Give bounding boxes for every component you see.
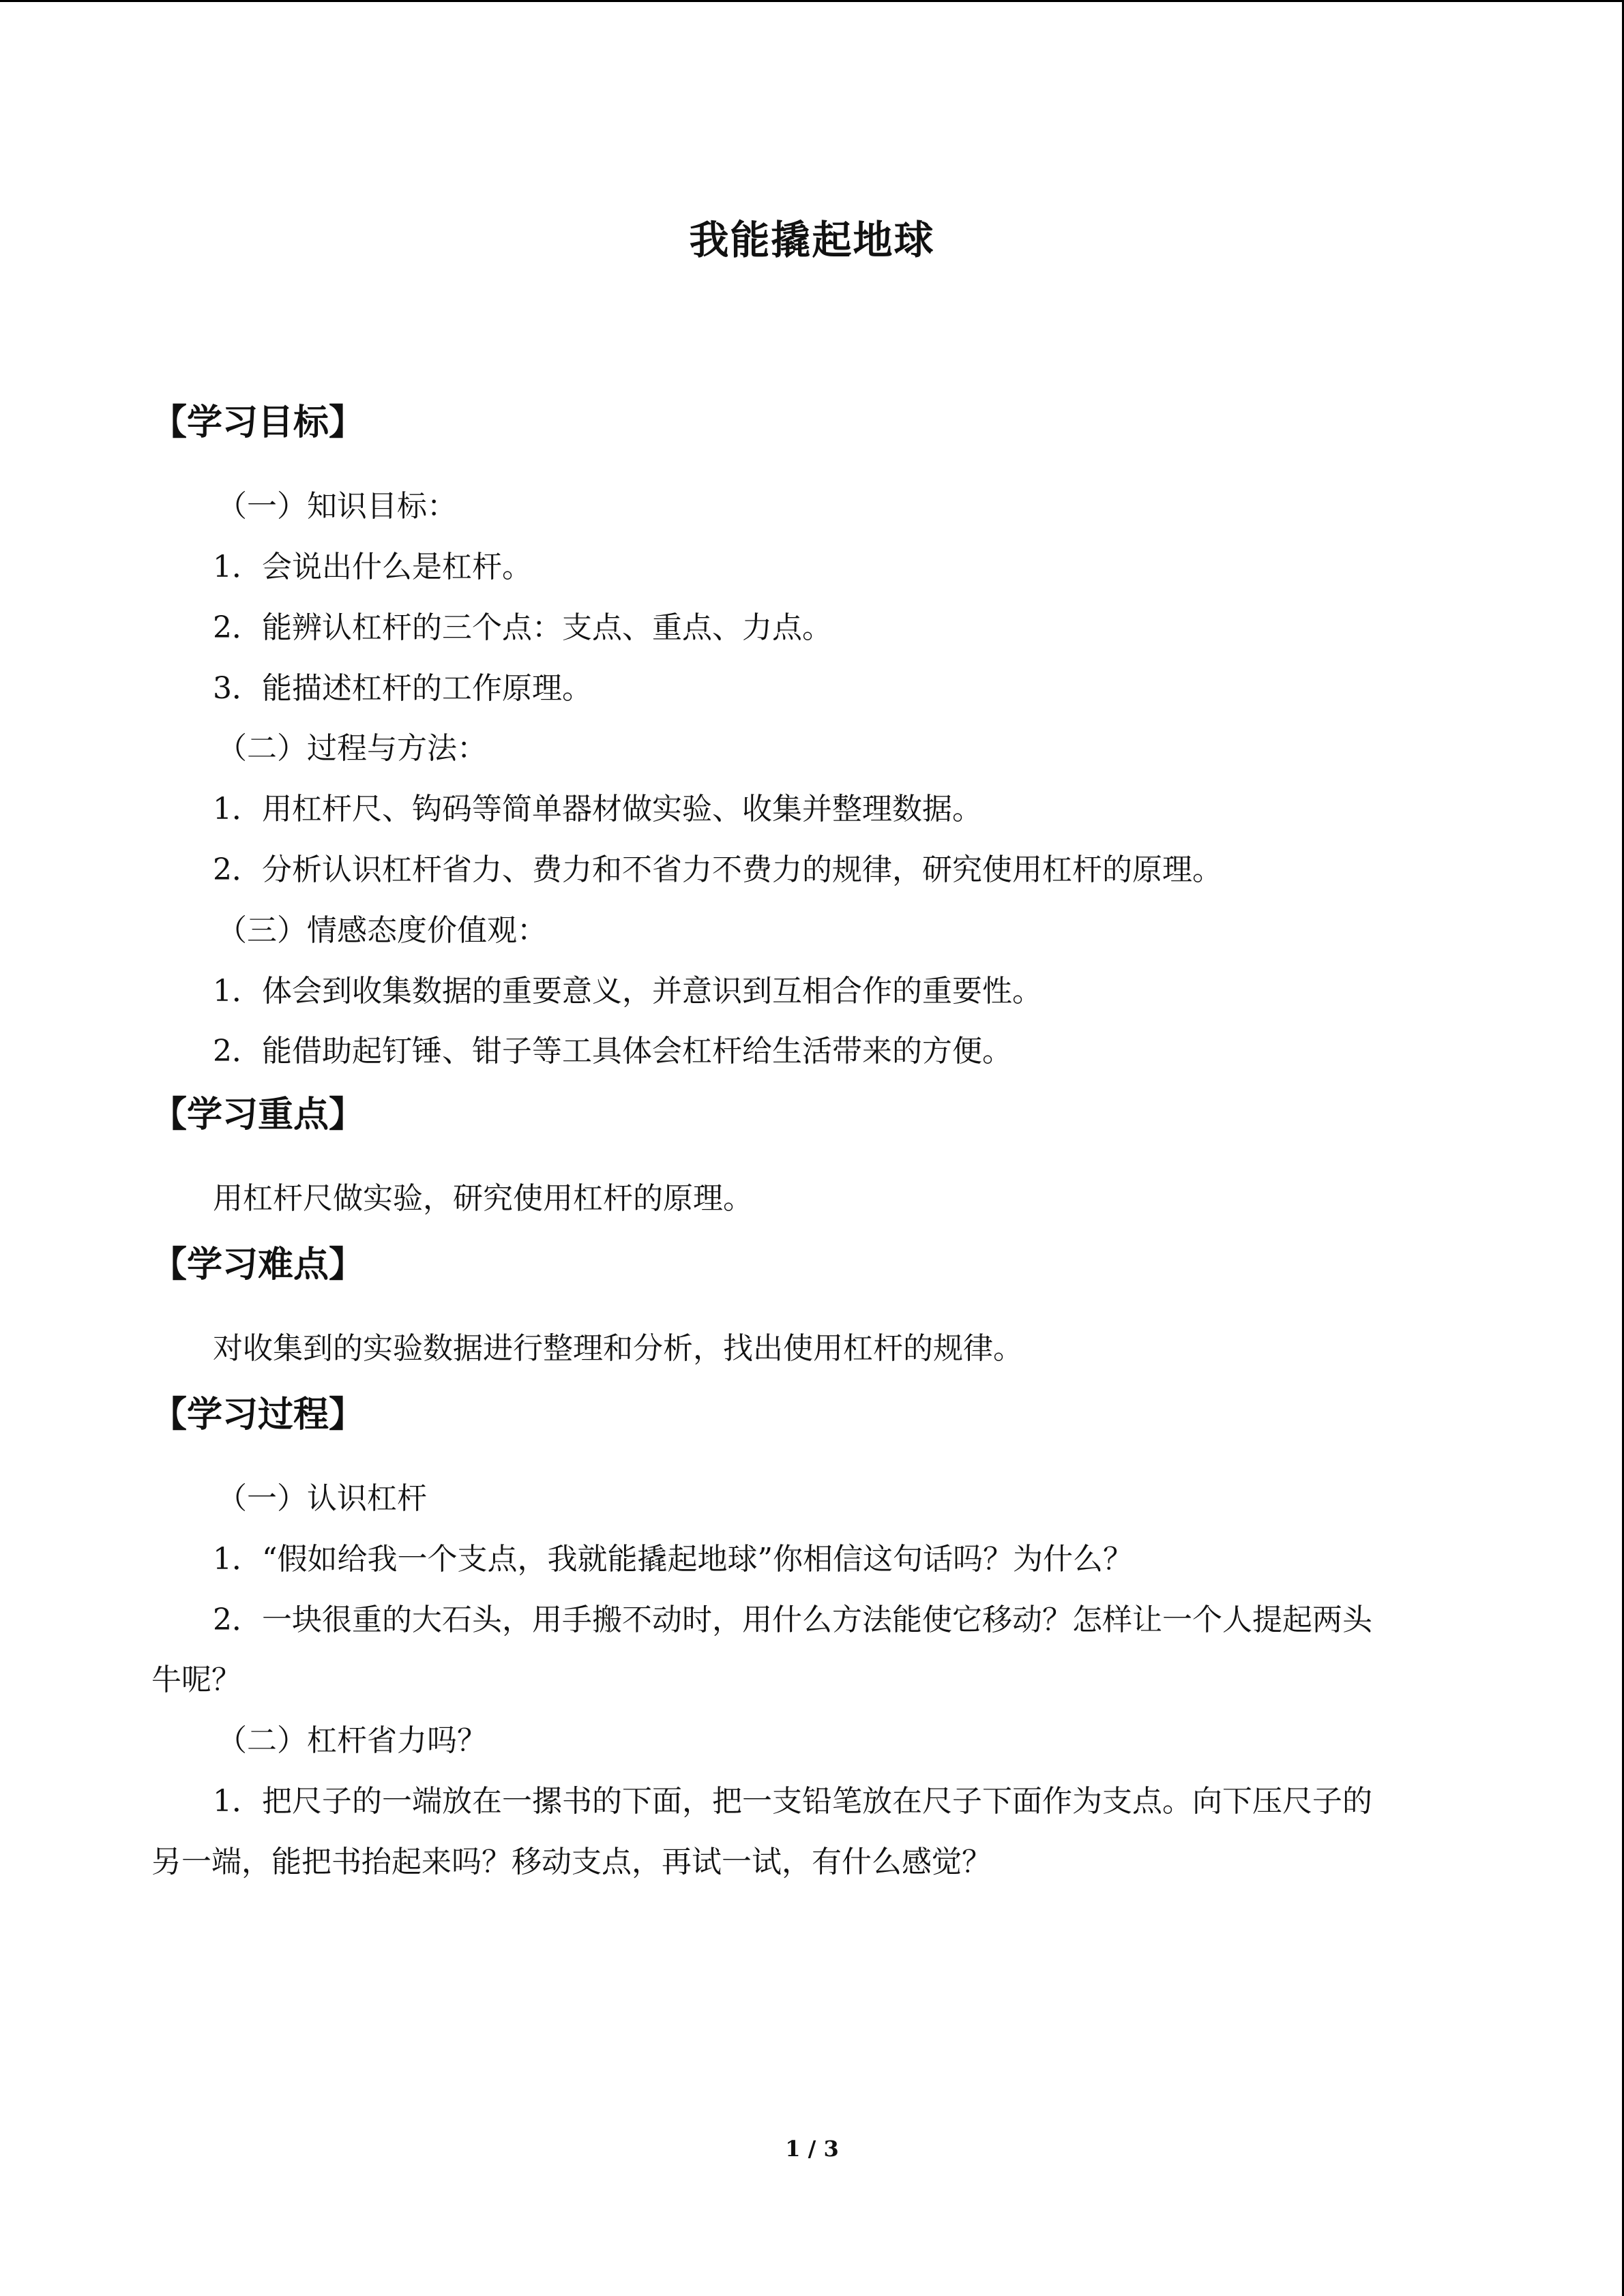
goals-knowledge-item-2: 2．能辨认杠杆的三个点：支点、重点、力点。 [213,610,832,645]
goals-attitude-label: （三）情感态度价值观： [217,913,547,948]
key-points-text: 用杠杆尺做实验，研究使用杠杆的原理。 [213,1181,753,1216]
section-heading-key-points: 【学习重点】 [151,1094,365,1135]
difficulties-text: 对收集到的实验数据进行整理和分析，找出使用杠杆的规律。 [213,1331,1023,1366]
section-heading-difficulties: 【学习难点】 [151,1244,365,1285]
process-part1-question-2-line-2: 牛呢？ [151,1663,241,1697]
process-part2-question-1-line-2: 另一端，能把书抬起来吗？移动支点，再试一试，有什么感觉？ [151,1845,992,1879]
goals-process-item-2: 2．分析认识杠杆省力、费力和不省力不费力的规律，研究使用杠杆的原理。 [213,852,1222,887]
section-heading-process: 【学习过程】 [151,1395,365,1435]
section-heading-goals: 【学习目标】 [151,402,365,443]
goals-attitude-item-1: 1．体会到收集数据的重要意义，并意识到互相合作的重要性。 [213,974,1042,1009]
goals-attitude-item-2: 2．能借助起钉锤、钳子等工具体会杠杆给生活带来的方便。 [213,1034,1012,1069]
process-part1-label: （一）认识杠杆 [217,1481,427,1516]
goals-knowledge-label: （一）知识目标： [217,489,457,524]
process-part2-label: （二）杠杆省力吗？ [217,1723,487,1758]
page-number: 1 / 3 [785,2136,839,2162]
page-title: 我能撬起地球 [689,217,935,263]
process-part2-question-1-line-1: 1．把尺子的一端放在一摞书的下面，把一支铅笔放在尺子下面作为支点。向下压尺子的 [213,1784,1372,1819]
goals-knowledge-item-1: 1．会说出什么是杠杆。 [213,550,532,584]
process-part1-question-1: 1．“假如给我一个支点，我就能撬起地球”你相信这句话吗？为什么？ [213,1542,1133,1577]
goals-knowledge-item-3: 3．能描述杠杆的工作原理。 [213,671,592,706]
process-part1-question-2-line-1: 2．一块很重的大石头，用手搬不动时，用什么方法能使它移动？怎样让一个人提起两头 [213,1602,1372,1637]
goals-process-item-1: 1．用杠杆尺、钩码等简单器材做实验、收集并整理数据。 [213,792,982,826]
goals-process-label: （二）过程与方法： [217,731,487,766]
